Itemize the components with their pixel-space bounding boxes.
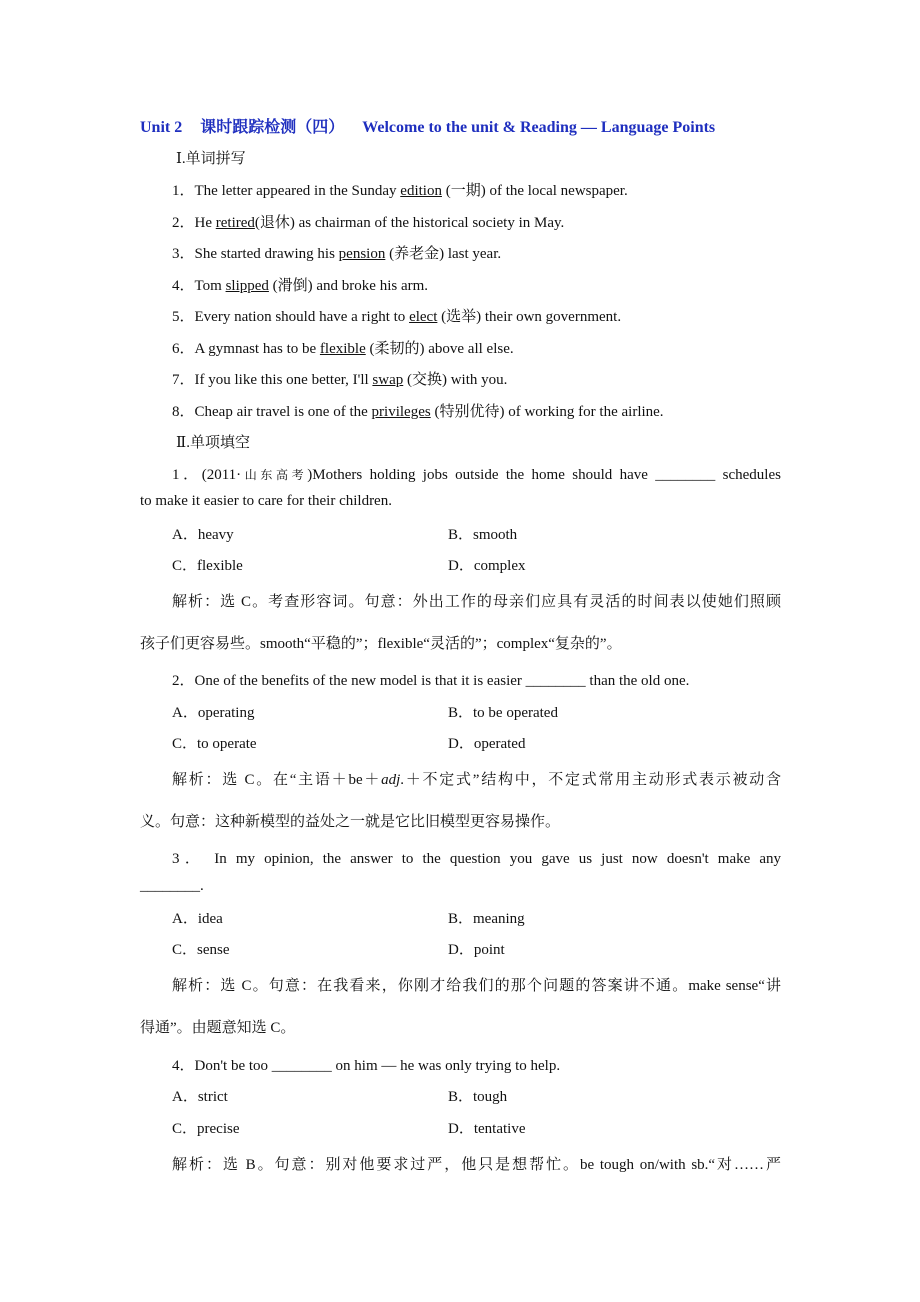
item-text: (特别优待) of working for the airline. — [430, 404, 664, 420]
spelling-item — [172, 337, 514, 358]
q1-option-c: C．flexible — [172, 558, 243, 574]
item-text: She started drawing his — [194, 246, 339, 262]
answer-word: swap — [372, 372, 404, 388]
q4-stem: 4．Don't be too ________ on him — he was only trying to help. — [172, 1058, 561, 1074]
q3-explanation-line1: 解析：选 C。句意：在我看来，你刚才给我们的那个问题的答案讲不通。make sense“讲 — [172, 978, 781, 994]
item-text: Tom — [194, 278, 226, 294]
answer-word: elect — [409, 309, 438, 325]
item-number: 8． — [172, 404, 195, 420]
item-text: Cheap air travel is one of the — [194, 404, 372, 420]
q4-option-c: C．precise — [172, 1121, 240, 1137]
q4-option-a: A．strict — [172, 1089, 228, 1105]
spelling-item — [172, 274, 428, 295]
en-title: Welcome to the unit & Reading — Language Points — [362, 119, 716, 136]
item-text: He — [194, 215, 216, 231]
item-text: (养老金) last year. — [385, 246, 502, 262]
answer-word: edition — [400, 183, 442, 199]
q3-option-a: A．idea — [172, 911, 223, 927]
item-number: 5． — [172, 309, 195, 325]
q2-stem: 2．One of the benefits of the new model is that it is easier ________ than the old one. — [172, 673, 690, 689]
q2-option-b: B．to be operated — [448, 705, 558, 721]
item-text: The letter appeared in the Sunday — [194, 183, 401, 199]
q2-explanation-line1: 解析：选 C。在“主语＋be＋adj.＋不定式”结构中，不定式常用主动形式表示被动含 — [172, 772, 781, 788]
q1-stem-line2: to make it easier to care for their children. — [140, 493, 392, 509]
q2-option-c: C．to operate — [172, 736, 257, 752]
q1-stem-line1: 1．(2011·山东高考)Mothers holding jobs outside the home should have ________ schedules — [172, 467, 781, 483]
q3-stem-line2: ________. — [140, 878, 204, 894]
q3-explanation-line2: 得通”。由题意知选 C。 — [140, 1020, 296, 1036]
section2-heading: Ⅱ.单项填空 — [176, 435, 250, 451]
q3-option-c: C．sense — [172, 942, 230, 958]
item-text: If you like this one better, I'll — [194, 372, 373, 388]
q4-explanation-line1: 解析：选 B。句意：别对他要求过严，他只是想帮忙。be tough on/with sb.“对……严 — [172, 1157, 781, 1173]
q1-option-a: A．heavy — [172, 527, 234, 543]
item-number: 3． — [172, 246, 195, 262]
spelling-item — [172, 305, 621, 326]
item-text: Every nation should have a right to — [194, 309, 410, 325]
q2-option-a: A．operating — [172, 705, 255, 721]
q1-option-b: B．smooth — [448, 527, 518, 543]
spelling-item — [172, 368, 507, 389]
item-text: (交换) with you. — [403, 372, 508, 388]
answer-word: retired — [215, 215, 255, 231]
unit-label: Unit 2 — [140, 119, 183, 136]
spelling-item — [172, 242, 501, 263]
q2-option-d: D．operated — [448, 736, 526, 752]
answer-word: slipped — [225, 278, 269, 294]
q2-explanation-line2: 义。句意：这种新模型的益处之一就是它比旧模型更容易操作。 — [140, 814, 561, 830]
item-text: (退休) as chairman of the historical society in May. — [254, 215, 565, 231]
item-text: (滑倒) and broke his arm. — [268, 278, 429, 294]
spelling-item — [172, 179, 628, 200]
item-text: (柔韧的) above all else. — [365, 341, 514, 357]
cn-title: 课时跟踪检测（四） — [200, 119, 345, 136]
q3-option-b: B．meaning — [448, 911, 525, 927]
item-text: A gymnast has to be — [194, 341, 320, 357]
item-number: 7． — [172, 372, 195, 388]
item-text: (一期) of the local newspaper. — [441, 183, 628, 199]
item-number: 1． — [172, 183, 195, 199]
q3-option-d: D．point — [448, 942, 505, 958]
item-number: 2． — [172, 215, 195, 231]
q1-option-d: D．complex — [448, 558, 526, 574]
answer-word: pension — [338, 246, 386, 262]
q4-option-d: D．tentative — [448, 1121, 526, 1137]
source-tag: 山东高考 — [241, 468, 308, 482]
page-title — [140, 114, 715, 137]
answer-word: flexible — [319, 341, 366, 357]
section1-heading: Ⅰ.单词拼写 — [176, 151, 246, 167]
spelling-item — [172, 211, 564, 232]
item-number: 4． — [172, 278, 195, 294]
item-number: 6． — [172, 341, 195, 357]
item-text: (选举) their own government. — [437, 309, 622, 325]
q1-explanation-line1: 解析：选 C。考查形容词。句意：外出工作的母亲们应具有灵活的时间表以使她们照顾 — [172, 594, 781, 610]
q3-stem-line1: 3． In my opinion, the answer to the question you gave us just now doesn't make any — [172, 851, 781, 867]
q1-explanation-line2: 孩子们更容易些。smooth“平稳的”；flexible“灵活的”；complex“复杂的”。 — [140, 636, 622, 652]
q4-option-b: B．tough — [448, 1089, 508, 1105]
spelling-item — [172, 400, 664, 421]
answer-word: privileges — [371, 404, 431, 420]
